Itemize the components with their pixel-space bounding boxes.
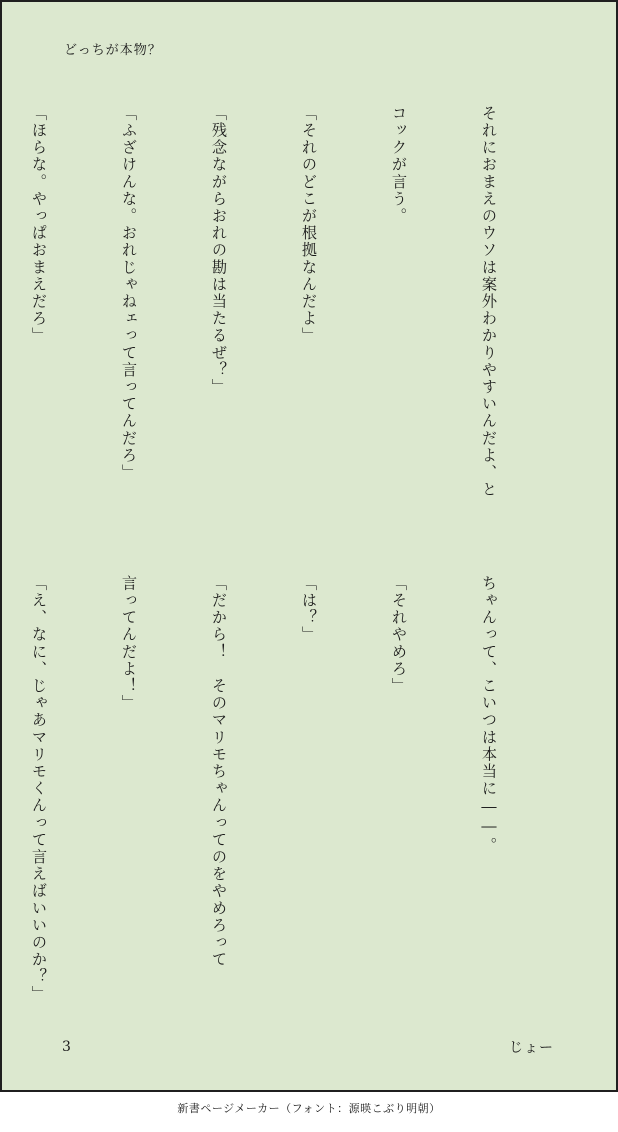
page-title: どっちが本物？: [64, 43, 162, 58]
text-block-lower: [0, 575, 564, 1003]
text-line: それにおまえのウソは案外わかりやすいんだよ、と: [480, 105, 498, 499]
author-name: じょー: [509, 1040, 554, 1056]
text-line: 「ふざけんな。おれじゃねェって言ってんだろ」: [120, 105, 138, 482]
page-number: 3: [62, 1039, 71, 1055]
text-line: 言ってんだよ！」: [120, 575, 138, 712]
text-line: 「ほらな。やっぱおまえだろ」: [30, 105, 48, 345]
text-line: 「それのどこが根拠なんだよ」: [300, 105, 318, 345]
text-line: 「え、なに、じゃあマリモくんって言えばいいのか？」: [30, 575, 48, 1003]
text-line: 「は？」: [300, 575, 318, 644]
text-line: 「だから！ そのマリモちゃんってのをやめろって: [210, 575, 228, 969]
text-line: コックが言う。: [390, 105, 408, 225]
text-line: 「それやめろ」: [390, 575, 408, 695]
text-line: 「残念ながらおれの勘は当たるぜ？」: [210, 105, 228, 396]
text-line: ちゃんって、こいつは本当に――。: [480, 575, 498, 855]
generator-credit: 新書ページメーカー（フォント：源暎こぶり明朝）: [177, 1102, 441, 1115]
text-block-upper: [0, 105, 564, 527]
